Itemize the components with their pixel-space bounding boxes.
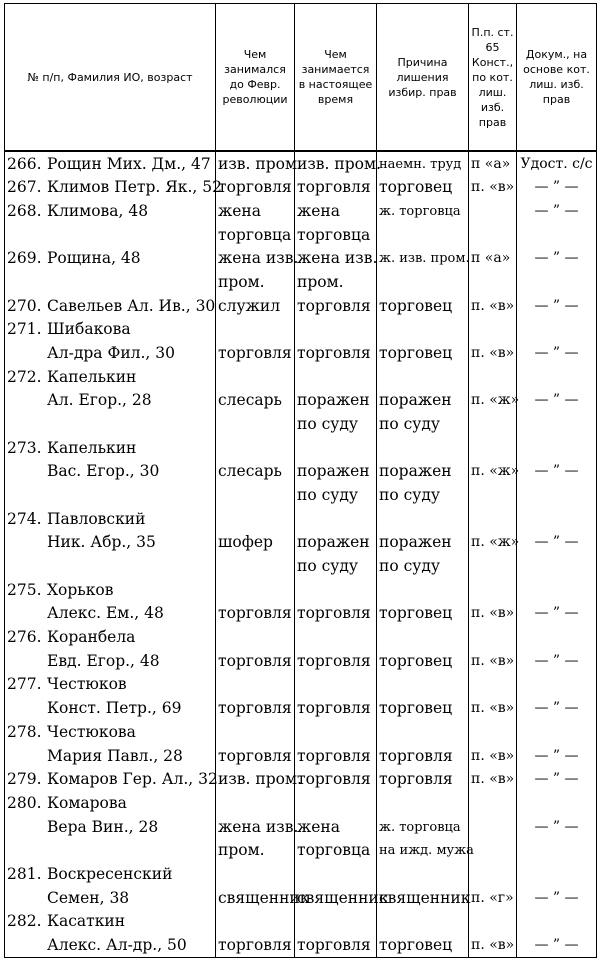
person-name: Евд. Егор., 48 <box>47 651 160 670</box>
cell-document: — ” — <box>517 460 597 484</box>
cell-before: торговля <box>216 176 295 200</box>
cell-reason: торговля <box>377 768 469 792</box>
cell-document <box>517 223 597 247</box>
header-article: П.п. ст. 65 Конст., по кот. лиш. изб. прав <box>469 4 517 152</box>
table-row <box>5 199 597 223</box>
cell-name <box>5 862 216 886</box>
person-name: Касаткин <box>47 912 126 931</box>
cell-document <box>517 839 597 863</box>
row-number: 278. <box>7 722 42 741</box>
table-row <box>5 673 597 697</box>
cell-reason: ж. торговца <box>377 815 469 839</box>
cell-article: п. «в» <box>469 649 517 673</box>
table-row <box>5 176 597 200</box>
person-name: Павловский <box>47 509 146 528</box>
cell-reason: поражен <box>377 531 469 555</box>
cell-before <box>216 720 295 744</box>
cell-reason <box>377 507 469 531</box>
cell-document: Удост. с/с <box>517 151 597 176</box>
row-number: 281. <box>7 864 42 883</box>
cell-document: — ” — <box>517 389 597 413</box>
header-before: Чем занимался до Февр. революции <box>216 4 295 152</box>
cell-document <box>517 318 597 342</box>
cell-article: п. «в» <box>469 294 517 318</box>
cell-before: пром. <box>216 270 295 294</box>
cell-name <box>5 436 216 460</box>
row-number: 277. <box>7 675 42 694</box>
table-body <box>5 151 597 958</box>
table-row <box>5 578 597 602</box>
cell-reason <box>377 673 469 697</box>
cell-name <box>5 839 216 863</box>
cell-now: торговца <box>295 839 377 863</box>
person-name: Честюков <box>47 675 127 694</box>
cell-document: — ” — <box>517 199 597 223</box>
cell-before: торговля <box>216 649 295 673</box>
cell-document <box>517 412 597 436</box>
person-name: Рощин Мих. Дм., 47 <box>47 154 211 173</box>
table-row <box>5 886 597 910</box>
cell-before <box>216 483 295 507</box>
cell-document: — ” — <box>517 176 597 200</box>
cell-reason: торговец <box>377 294 469 318</box>
cell-name <box>5 602 216 626</box>
cell-article <box>469 270 517 294</box>
cell-reason: поражен <box>377 389 469 413</box>
cell-name <box>5 483 216 507</box>
person-name: Комаров Гер. Ал., 32 <box>47 770 218 789</box>
cell-before: шофер <box>216 531 295 555</box>
cell-before <box>216 673 295 697</box>
cell-now: торговля <box>295 341 377 365</box>
cell-name <box>5 649 216 673</box>
table-row <box>5 696 597 720</box>
table-row <box>5 625 597 649</box>
table-row <box>5 247 597 271</box>
cell-reason: торговец <box>377 649 469 673</box>
cell-document: — ” — <box>517 696 597 720</box>
person-name: Мария Павл., 28 <box>47 746 183 765</box>
cell-name <box>5 223 216 247</box>
cell-document <box>517 673 597 697</box>
cell-article: п. «в» <box>469 176 517 200</box>
person-name: Капелькин <box>47 367 137 386</box>
cell-name <box>5 151 216 176</box>
cell-now: пром. <box>295 270 377 294</box>
table-row <box>5 933 597 957</box>
cell-document <box>517 554 597 578</box>
row-number: 280. <box>7 793 42 812</box>
cell-article <box>469 199 517 223</box>
cell-reason: поражен <box>377 460 469 484</box>
cell-reason: торговец <box>377 933 469 957</box>
person-name: Комарова <box>47 793 127 812</box>
cell-reason: торговец <box>377 341 469 365</box>
cell-reason <box>377 862 469 886</box>
person-name: Савельев Ал. Ив., 30 <box>47 296 216 315</box>
cell-document <box>517 910 597 934</box>
table-row <box>5 815 597 839</box>
cell-article: п. «в» <box>469 696 517 720</box>
cell-document <box>517 791 597 815</box>
cell-name <box>5 412 216 436</box>
person-name: Хорьков <box>47 580 114 599</box>
cell-article <box>469 223 517 247</box>
cell-before: торговля <box>216 933 295 957</box>
cell-now <box>295 318 377 342</box>
cell-name <box>5 696 216 720</box>
cell-now: торговля <box>295 294 377 318</box>
row-number: 279. <box>7 770 42 789</box>
cell-article <box>469 673 517 697</box>
row-number: 273. <box>7 438 42 457</box>
cell-before <box>216 507 295 531</box>
cell-name <box>5 720 216 744</box>
cell-document <box>517 578 597 602</box>
table-row <box>5 768 597 792</box>
cell-now <box>295 365 377 389</box>
cell-reason: торговец <box>377 602 469 626</box>
header-reason: Причина лишения избир. прав <box>377 4 469 152</box>
cell-now: жена изв. <box>295 247 377 271</box>
table-row <box>5 270 597 294</box>
cell-reason: ж. изв. пром. <box>377 247 469 271</box>
cell-before: торговля <box>216 341 295 365</box>
table-row <box>5 365 597 389</box>
cell-document: — ” — <box>517 933 597 957</box>
row-number: 270. <box>7 296 42 315</box>
cell-before: слесарь <box>216 460 295 484</box>
table-row <box>5 294 597 318</box>
cell-name <box>5 625 216 649</box>
cell-name <box>5 199 216 223</box>
person-name: Честюкова <box>47 722 136 741</box>
cell-article <box>469 910 517 934</box>
cell-now <box>295 720 377 744</box>
cell-document: — ” — <box>517 341 597 365</box>
cell-article: п. «в» <box>469 744 517 768</box>
row-number: 272. <box>7 367 42 386</box>
cell-name <box>5 460 216 484</box>
cell-name <box>5 886 216 910</box>
cell-name <box>5 507 216 531</box>
cell-article <box>469 625 517 649</box>
cell-article: п. «ж» <box>469 460 517 484</box>
cell-article: п. «г» <box>469 886 517 910</box>
row-number: 274. <box>7 509 42 528</box>
cell-now: поражен <box>295 389 377 413</box>
cell-document <box>517 862 597 886</box>
cell-before: торговля <box>216 696 295 720</box>
table-row <box>5 531 597 555</box>
cell-document: — ” — <box>517 768 597 792</box>
cell-before <box>216 578 295 602</box>
header-row <box>5 4 597 152</box>
cell-name <box>5 318 216 342</box>
cell-before: изв. пром. <box>216 151 295 176</box>
person-name: Алекс. Ем., 48 <box>47 604 164 623</box>
cell-reason: по суду <box>377 412 469 436</box>
cell-name <box>5 247 216 271</box>
cell-before: пром. <box>216 839 295 863</box>
cell-document <box>517 436 597 460</box>
cell-document <box>517 720 597 744</box>
cell-now: торговля <box>295 744 377 768</box>
cell-name <box>5 815 216 839</box>
cell-now: торговля <box>295 768 377 792</box>
cell-reason: наемн. труд <box>377 151 469 176</box>
table-row <box>5 862 597 886</box>
person-name: Капелькин <box>47 438 137 457</box>
cell-reason: торговец <box>377 176 469 200</box>
cell-article <box>469 483 517 507</box>
cell-document: — ” — <box>517 744 597 768</box>
cell-document: — ” — <box>517 815 597 839</box>
cell-before: торговля <box>216 744 295 768</box>
cell-before: изв. пром. <box>216 768 295 792</box>
cell-document <box>517 507 597 531</box>
cell-before <box>216 436 295 460</box>
cell-article: п. «ж» <box>469 531 517 555</box>
row-number: 282. <box>7 912 42 931</box>
table-row <box>5 554 597 578</box>
cell-before: торговца <box>216 223 295 247</box>
header-name: № п/п, Фамилия ИО, возраст <box>5 4 216 152</box>
cell-reason <box>377 270 469 294</box>
cell-now: по суду <box>295 554 377 578</box>
cell-article: п. «в» <box>469 341 517 365</box>
cell-now: поражен <box>295 460 377 484</box>
person-name: Алекс. Ал-др., 50 <box>47 936 187 954</box>
cell-now <box>295 910 377 934</box>
cell-now <box>295 578 377 602</box>
table-row <box>5 483 597 507</box>
table-row <box>5 151 597 176</box>
cell-now: торговля <box>295 649 377 673</box>
cell-reason: по суду <box>377 554 469 578</box>
cell-reason <box>377 791 469 815</box>
cell-now: по суду <box>295 483 377 507</box>
cell-document <box>517 483 597 507</box>
row-number: 275. <box>7 580 42 599</box>
cell-before: жена изв. <box>216 247 295 271</box>
person-name: Ал. Егор., 28 <box>47 391 152 410</box>
cell-reason: ж. торговца <box>377 199 469 223</box>
cell-article <box>469 578 517 602</box>
cell-article <box>469 365 517 389</box>
cell-article: п. «в» <box>469 602 517 626</box>
cell-name <box>5 554 216 578</box>
cell-now <box>295 862 377 886</box>
cell-before: торговля <box>216 602 295 626</box>
table-row <box>5 649 597 673</box>
cell-article <box>469 554 517 578</box>
cell-article: п «а» <box>469 151 517 176</box>
table-row <box>5 389 597 413</box>
cell-reason <box>377 318 469 342</box>
row-number: 266. <box>7 154 42 173</box>
cell-before <box>216 910 295 934</box>
cell-document: — ” — <box>517 602 597 626</box>
cell-article: п. «в» <box>469 768 517 792</box>
cell-reason <box>377 223 469 247</box>
cell-now <box>295 791 377 815</box>
cell-before <box>216 625 295 649</box>
cell-name <box>5 673 216 697</box>
person-name: Шибакова <box>47 320 131 339</box>
cell-now: торговля <box>295 176 377 200</box>
row-number: 271. <box>7 320 42 339</box>
cell-now: по суду <box>295 412 377 436</box>
cell-document: — ” — <box>517 886 597 910</box>
cell-reason: на ижд. мужа <box>377 839 469 863</box>
table-row <box>5 436 597 460</box>
cell-before: служил <box>216 294 295 318</box>
cell-name <box>5 578 216 602</box>
cell-reason <box>377 365 469 389</box>
cell-before <box>216 318 295 342</box>
cell-now: жена <box>295 199 377 223</box>
table-row <box>5 223 597 247</box>
cell-reason: священник <box>377 886 469 910</box>
person-name: Воскресенский <box>47 864 173 883</box>
disenfranchised-list-table <box>4 3 597 958</box>
cell-article: п. «ж» <box>469 389 517 413</box>
cell-article <box>469 720 517 744</box>
cell-name <box>5 365 216 389</box>
row-number: 267. <box>7 178 42 197</box>
cell-reason <box>377 578 469 602</box>
cell-name <box>5 294 216 318</box>
cell-article <box>469 436 517 460</box>
cell-name <box>5 270 216 294</box>
table-row <box>5 341 597 365</box>
person-name: Климов Петр. Як., 52 <box>47 178 222 197</box>
cell-article <box>469 839 517 863</box>
table-row <box>5 507 597 531</box>
cell-name <box>5 768 216 792</box>
cell-article: п «а» <box>469 247 517 271</box>
cell-now: священник <box>295 886 377 910</box>
person-name: Семен, 38 <box>47 888 130 907</box>
cell-name <box>5 910 216 934</box>
table-row <box>5 791 597 815</box>
cell-now <box>295 625 377 649</box>
person-name: Климова, 48 <box>47 202 149 221</box>
cell-reason <box>377 436 469 460</box>
cell-before: жена изв. <box>216 815 295 839</box>
cell-before <box>216 791 295 815</box>
cell-now: изв. пром. <box>295 151 377 176</box>
cell-reason: по суду <box>377 483 469 507</box>
row-number: 268. <box>7 202 42 221</box>
cell-name <box>5 531 216 555</box>
row-number: 276. <box>7 628 42 647</box>
cell-before <box>216 554 295 578</box>
cell-now <box>295 673 377 697</box>
row-number: 269. <box>7 249 42 268</box>
person-name: Рощина, 48 <box>47 249 141 268</box>
cell-before <box>216 862 295 886</box>
cell-reason <box>377 625 469 649</box>
cell-article <box>469 412 517 436</box>
cell-now: жена <box>295 815 377 839</box>
cell-document: — ” — <box>517 649 597 673</box>
cell-reason <box>377 910 469 934</box>
table-row <box>5 720 597 744</box>
person-name: Коранбела <box>47 628 136 647</box>
table-row <box>5 839 597 863</box>
cell-now: торговля <box>295 933 377 957</box>
cell-now: торговля <box>295 602 377 626</box>
cell-now: торговца <box>295 223 377 247</box>
cell-article <box>469 791 517 815</box>
cell-name <box>5 341 216 365</box>
table-row <box>5 318 597 342</box>
cell-document <box>517 270 597 294</box>
cell-now <box>295 507 377 531</box>
cell-name <box>5 389 216 413</box>
table-row <box>5 412 597 436</box>
header-now: Чем занимается в настоящее время <box>295 4 377 152</box>
cell-document: — ” — <box>517 294 597 318</box>
cell-article <box>469 815 517 839</box>
table-row <box>5 744 597 768</box>
cell-article <box>469 862 517 886</box>
cell-name <box>5 791 216 815</box>
person-name: Ник. Абр., 35 <box>47 533 156 552</box>
person-name: Ал-дра Фил., 30 <box>47 344 176 363</box>
cell-name <box>5 933 216 957</box>
cell-name <box>5 744 216 768</box>
table-row <box>5 910 597 934</box>
cell-reason: торговля <box>377 744 469 768</box>
cell-name <box>5 176 222 200</box>
cell-document <box>517 365 597 389</box>
cell-now <box>295 436 377 460</box>
person-name: Конст. Петр., 69 <box>47 699 182 718</box>
cell-before: священник <box>216 886 295 910</box>
table-row <box>5 460 597 484</box>
cell-before <box>216 412 295 436</box>
cell-before: жена <box>216 199 295 223</box>
person-name: Вера Вин., 28 <box>47 817 159 836</box>
cell-reason <box>377 720 469 744</box>
cell-document: — ” — <box>517 531 597 555</box>
cell-reason: торговец <box>377 696 469 720</box>
cell-article: п. «в» <box>469 933 517 957</box>
table-row <box>5 602 597 626</box>
cell-document: — ” — <box>517 247 597 271</box>
cell-document <box>517 625 597 649</box>
person-name: Вас. Егор., 30 <box>47 462 160 481</box>
cell-before: слесарь <box>216 389 295 413</box>
header-document: Докум., на основе кот. лиш. изб. прав <box>517 4 597 152</box>
cell-before <box>216 365 295 389</box>
cell-article <box>469 507 517 531</box>
cell-now: поражен <box>295 531 377 555</box>
cell-article <box>469 318 517 342</box>
cell-now: торговля <box>295 696 377 720</box>
